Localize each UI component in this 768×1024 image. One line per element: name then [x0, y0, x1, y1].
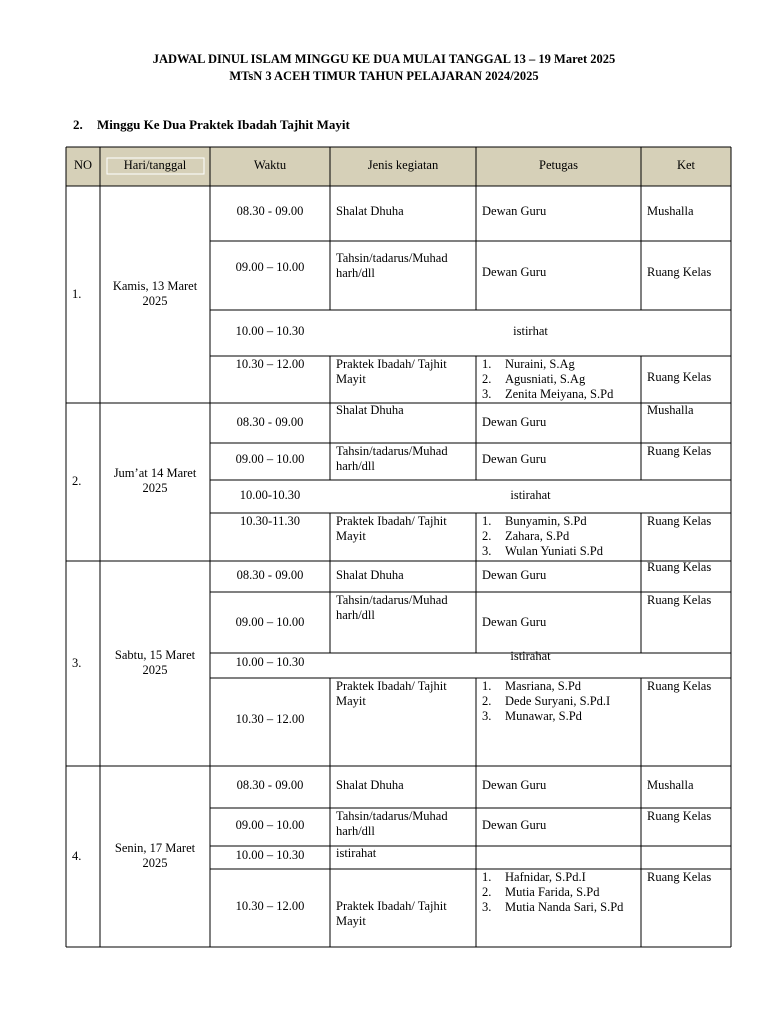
staff-name: Mutia Nanda Sari, S.Pd	[505, 900, 624, 914]
staff-name: Bunyamin, S.Pd	[505, 514, 587, 528]
staff-list-number: 3.	[482, 387, 492, 401]
section-number: 2.	[73, 117, 83, 132]
location-cell: Ruang Kelas	[647, 514, 712, 528]
time-cell: 09.00 – 10.00	[235, 260, 305, 274]
day-date: Jum’at 14 Maret 2025	[113, 466, 197, 495]
time-cell: 10.00 – 10.30	[235, 324, 305, 338]
staff-name: Agusniati, S.Ag	[505, 372, 586, 386]
staff-list-items	[482, 870, 639, 915]
activity-cell: Shalat Dhuha	[336, 403, 404, 417]
activity-cell: Shalat Dhuha	[336, 568, 404, 582]
staff-list-item	[482, 387, 639, 402]
location-cell: Mushalla	[647, 403, 694, 417]
staff-cell: Dewan Guru	[482, 415, 547, 429]
time-cell: 10.30 – 12.00	[235, 357, 305, 371]
staff-list-number: 3.	[482, 544, 492, 558]
break-cell: istirahat	[510, 488, 551, 502]
header-cell: Ket	[676, 158, 696, 172]
staff-list-number: 2.	[482, 372, 492, 386]
activity-cell: Tahsin/tadarus/Muhad harh/dll	[336, 809, 448, 838]
staff-cell: Dewan Guru	[482, 204, 547, 218]
day-date: Kamis, 13 Maret 2025	[112, 278, 198, 308]
staff-name: Zahara, S.Pd	[505, 529, 570, 543]
activity-cell: Praktek Ibadah/ Tajhit Mayit	[336, 514, 447, 543]
row-number: 2.	[72, 474, 82, 488]
staff-cell: Dewan Guru	[482, 452, 547, 466]
section-title: Minggu Ke Dua Praktek Ibadah Tajhit Mayit	[97, 117, 350, 132]
staff-cell: Dewan Guru	[482, 615, 547, 629]
row-number: 4.	[72, 848, 82, 863]
staff-list-number: 1.	[482, 870, 492, 884]
staff-name: Munawar, S.Pd	[505, 709, 582, 723]
time-cell: 10.30 – 12.00	[235, 712, 305, 726]
header-cell: Jenis kegiatan	[367, 158, 439, 172]
staff-cell: Dewan Guru	[482, 265, 547, 279]
staff-list-item	[482, 372, 639, 387]
staff-list-number: 2.	[482, 529, 492, 543]
staff-list-item	[482, 694, 639, 709]
header-cell: NO	[73, 158, 93, 172]
activity-cell: Tahsin/tadarus/Muhad harh/dll	[336, 251, 448, 280]
staff-cell: Dewan Guru	[482, 568, 547, 582]
header-cell: Waktu	[253, 158, 287, 172]
staff-list-number: 2.	[482, 694, 492, 708]
staff-list-items	[482, 514, 639, 559]
time-cell: 09.00 – 10.00	[235, 615, 305, 629]
staff-list-item	[482, 885, 639, 900]
time-cell: 10.00-10.30	[239, 488, 301, 502]
staff-list-item	[482, 679, 639, 694]
staff-cell: Dewan Guru	[482, 818, 547, 832]
activity-cell: Praktek Ibadah/ Tajhit Mayit	[336, 357, 447, 386]
staff-name: Masriana, S.Pd	[505, 679, 582, 693]
time-cell: 09.00 – 10.00	[235, 818, 305, 832]
row-number: 1.	[72, 286, 82, 301]
time-cell: 08.30 - 09.00	[236, 778, 304, 792]
row-number: 3.	[72, 655, 82, 670]
staff-list-number: 2.	[482, 885, 492, 899]
staff-list-number: 3.	[482, 900, 492, 914]
activity-cell: Tahsin/tadarus/Muhad harh/dll	[336, 593, 448, 622]
staff-list	[482, 357, 639, 402]
location-cell: Mushalla	[647, 204, 694, 218]
time-cell: 10.30 – 12.00	[235, 899, 305, 913]
header-cell: Petugas	[539, 158, 578, 172]
activity-cell: Praktek Ibadah/ Tajhit Mayit	[336, 899, 447, 928]
day-date: Senin, 17 Maret 2025	[114, 840, 196, 870]
day-date: Sabtu, 15 Maret 2025	[114, 647, 196, 677]
staff-list-item	[482, 357, 639, 372]
staff-name: Hafnidar, S.Pd.I	[505, 870, 586, 884]
staff-list-number: 1.	[482, 357, 492, 371]
location-cell: Ruang Kelas	[647, 593, 712, 607]
staff-list-item	[482, 514, 639, 529]
staff-name: Nuraini, S.Ag	[505, 357, 575, 371]
staff-list	[482, 870, 639, 915]
staff-list	[482, 679, 639, 724]
time-cell: 10.00 – 10.30	[235, 848, 305, 862]
activity-cell: Praktek Ibadah/ Tajhit Mayit	[336, 679, 447, 708]
time-cell: 10.30-11.30	[240, 514, 300, 528]
document-title-line-1: JADWAL DINUL ISLAM MINGGU KE DUA MULAI TANGGAL 13 – 19 Maret 2025	[152, 52, 616, 66]
location-cell: Ruang Kelas	[647, 444, 712, 458]
break-cell: istirahat	[510, 649, 551, 663]
staff-list-number: 3.	[482, 709, 492, 723]
activity-cell: istirahat	[336, 846, 377, 860]
staff-list-number: 1.	[482, 514, 492, 528]
staff-list-number: 1.	[482, 679, 492, 693]
staff-list-item	[482, 709, 639, 724]
staff-list-item	[482, 870, 639, 885]
activity-cell: Shalat Dhuha	[336, 778, 404, 792]
activity-cell: Tahsin/tadarus/Muhad harh/dll	[336, 444, 448, 473]
staff-list	[482, 514, 639, 559]
location-cell: Ruang Kelas	[647, 560, 712, 574]
time-cell: 08.30 - 09.00	[236, 204, 304, 218]
header-cell: Hari/tanggal	[123, 158, 187, 172]
time-cell: 09.00 – 10.00	[235, 452, 305, 466]
location-cell: Ruang Kelas	[647, 679, 712, 693]
staff-cell: Dewan Guru	[482, 778, 547, 792]
location-cell: Ruang Kelas	[647, 809, 712, 823]
time-cell: 10.00 – 10.30	[235, 655, 305, 669]
time-cell: 08.30 - 09.00	[236, 568, 304, 582]
time-cell: 08.30 - 09.00	[236, 415, 304, 429]
staff-list-items	[482, 679, 639, 724]
activity-cell: Shalat Dhuha	[336, 204, 404, 218]
staff-list-item	[482, 900, 639, 915]
staff-list-item	[482, 544, 639, 559]
location-cell: Ruang Kelas	[647, 265, 712, 279]
break-cell: istirhat	[513, 324, 548, 338]
staff-name: Wulan Yuniati S.Pd	[505, 544, 603, 558]
location-cell: Mushalla	[647, 778, 694, 792]
staff-name: Zenita Meiyana, S.Pd	[505, 387, 614, 401]
staff-list-items	[482, 357, 639, 402]
staff-name: Mutia Farida, S.Pd	[505, 885, 600, 899]
document-title-line-2: MTsN 3 ACEH TIMUR TAHUN PELAJARAN 2024/2025	[229, 69, 539, 83]
location-cell: Ruang Kelas	[647, 870, 712, 884]
staff-list-item	[482, 529, 639, 544]
location-cell: Ruang Kelas	[647, 370, 712, 384]
staff-name: Dede Suryani, S.Pd.I	[505, 694, 611, 708]
